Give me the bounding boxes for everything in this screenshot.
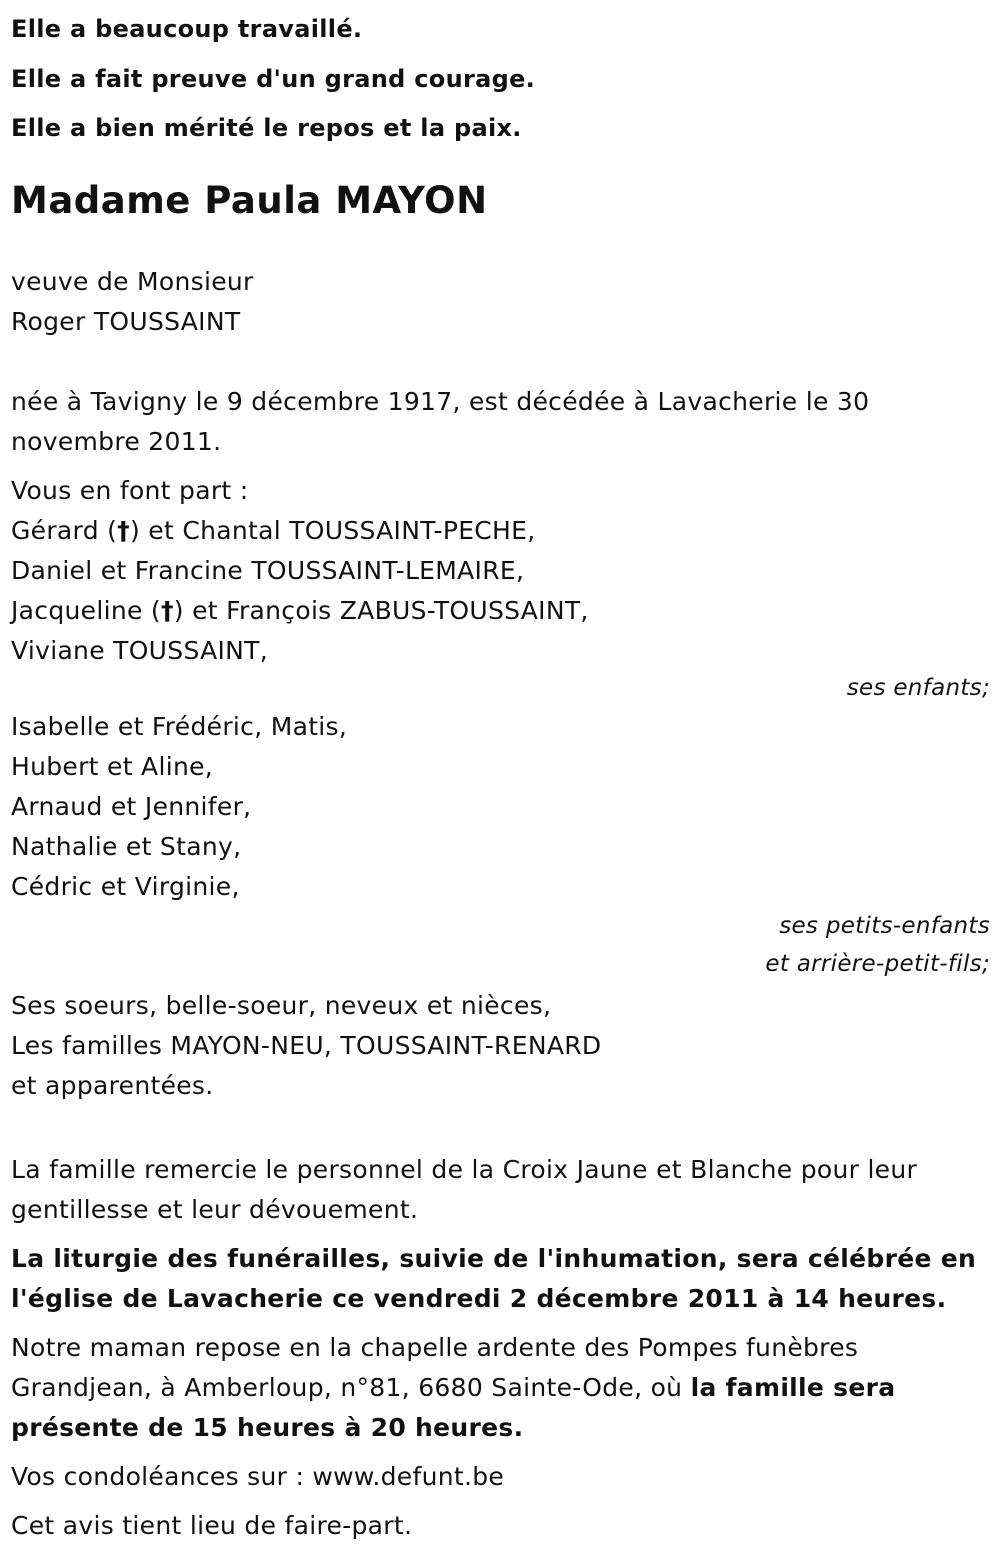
cross-icon: † [117, 515, 130, 545]
intro-verses [11, 5, 990, 154]
liturgy-line: La liturgie des funérailles, suivie de l'inhumation, sera célébrée en [11, 1243, 977, 1273]
child-text: Jacqueline ( [11, 595, 161, 625]
child-entry [11, 511, 990, 551]
child-text: Daniel et Francine TOUSSAINT-LEMAIRE, [11, 555, 525, 585]
thanks-paragraph [11, 1150, 990, 1230]
widow-line: veuve de Monsieur [11, 266, 254, 296]
family-line: Ses soeurs, belle-soeur, neveux et nièces, [11, 990, 552, 1020]
liturgy-paragraph [11, 1239, 990, 1319]
child-text: ) et François ZABUS-TOUSSAINT, [173, 595, 589, 625]
child-entry [11, 551, 990, 591]
child-text: Gérard ( [11, 515, 118, 545]
grandchild-entry: Nathalie et Stany, [11, 831, 242, 861]
widow-of [11, 262, 990, 342]
intro-line: Elle a bien mérité le repos et la paix. [11, 114, 522, 142]
grandchildren-label: et arrière-petit-fils; [765, 950, 990, 977]
child-text: Viviane TOUSSAINT, [11, 635, 268, 665]
rest-line: Notre maman repose en la chapelle ardente des Pompes funèbres [11, 1332, 859, 1362]
child-entry [11, 591, 990, 631]
liturgy-line: l'église de Lavacherie ce vendredi 2 décembre 2011 à 14 heures. [11, 1283, 947, 1313]
rest-line: présente de 15 heures à 20 heures. [11, 1412, 524, 1442]
cross-icon: † [160, 595, 174, 625]
intro-line: Elle a fait preuve d'un grand courage. [11, 64, 536, 93]
birth-death-line: née à Tavigny le 9 décembre 1917, est décédée à Lavacherie le 30 [11, 386, 870, 416]
intro-line: Elle a beaucoup travaillé. [11, 15, 363, 43]
extended-family-block [11, 986, 990, 1106]
announce-text: Vous en font part : [11, 475, 249, 505]
children-label: ses enfants; [846, 674, 990, 701]
grandchild-entry: Cédric et Virginie, [11, 871, 240, 901]
child-text: ) et Chantal TOUSSAINT-PECHE, [129, 515, 536, 545]
birth-death-info [11, 382, 990, 462]
rest-bold-text: la famille sera [690, 1372, 896, 1402]
rest-line [11, 1368, 990, 1408]
family-line: et apparentées. [11, 1070, 214, 1100]
grandchild-entry: Hubert et Aline, [11, 751, 214, 781]
widow-line: Roger TOUSSAINT [11, 306, 241, 336]
grandchild-entry: Arnaud et Jennifer, [11, 791, 252, 821]
family-line: Les familles MAYON-NEU, TOUSSAINT-RENARD [11, 1030, 602, 1060]
child-entry [11, 631, 990, 671]
birth-death-line: novembre 2011. [11, 426, 222, 456]
condolences-text: Vos condoléances sur : www.defunt.be [11, 1461, 505, 1491]
rest-paragraph [11, 1328, 990, 1448]
grandchildren-block [11, 707, 990, 983]
thanks-line: La famille remercie le personnel de la Croix Jaune et Blanche pour leur [11, 1154, 918, 1184]
obituary-notice [0, 5, 1000, 1546]
thanks-line: gentillesse et leur dévouement. [11, 1194, 419, 1224]
rest-text: Grandjean, à Amberloup, n°81, 6680 Sainte-Ode, où [11, 1372, 691, 1402]
notice-text: Cet avis tient lieu de faire-part. [11, 1510, 413, 1540]
grandchildren-label: ses petits-enfants [779, 912, 990, 939]
grandchild-entry: Isabelle et Frédéric, Matis, [11, 711, 348, 741]
deceased-name: Madame Paula MAYON [11, 178, 488, 222]
children-block [11, 471, 990, 707]
